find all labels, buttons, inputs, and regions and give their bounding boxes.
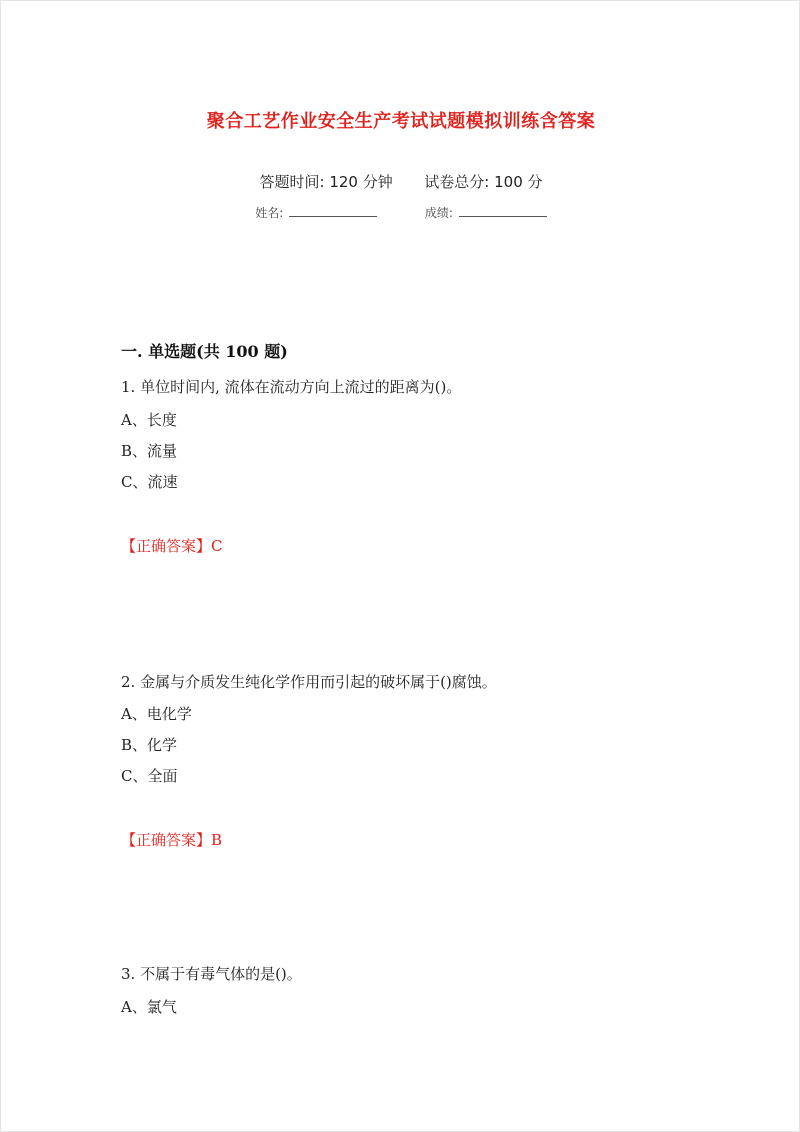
correct-answer: 【正确答案】C [121,537,223,555]
document-title: 聚合工艺作业安全生产考试试题模拟训练含答案 [206,111,596,132]
question-stem: 2. 金属与介质发生纯化学作用而引起的破坏属于()腐蚀。 [121,673,497,691]
question-option: B、流量 [121,442,178,460]
question-option: A、电化学 [121,705,192,723]
section-heading: 一. 单选题(共 100 题) [121,342,288,361]
question-stem: 1. 单位时间内, 流体在流动方向上流过的距离为()。 [121,378,462,396]
exam-meta [1,171,800,192]
question-option: B、化学 [121,736,178,754]
question-option: A、氯气 [121,998,177,1016]
score-value: 100 分 [494,173,543,191]
name-label: 姓名: [255,206,284,220]
result-blank [459,204,547,217]
name-blank [289,204,377,217]
question-option: C、流速 [121,473,178,491]
time-label: 答题时间: [259,173,325,191]
time-value: 120 分钟 [329,173,393,191]
question-option: C、全面 [121,767,178,785]
question-stem: 3. 不属于有毒气体的是()。 [121,965,302,983]
result-label: 成绩: [424,206,453,220]
candidate-fields [1,204,800,221]
question-option: A、长度 [121,411,177,429]
score-label: 试卷总分: [424,173,490,191]
correct-answer: 【正确答案】B [121,831,223,849]
